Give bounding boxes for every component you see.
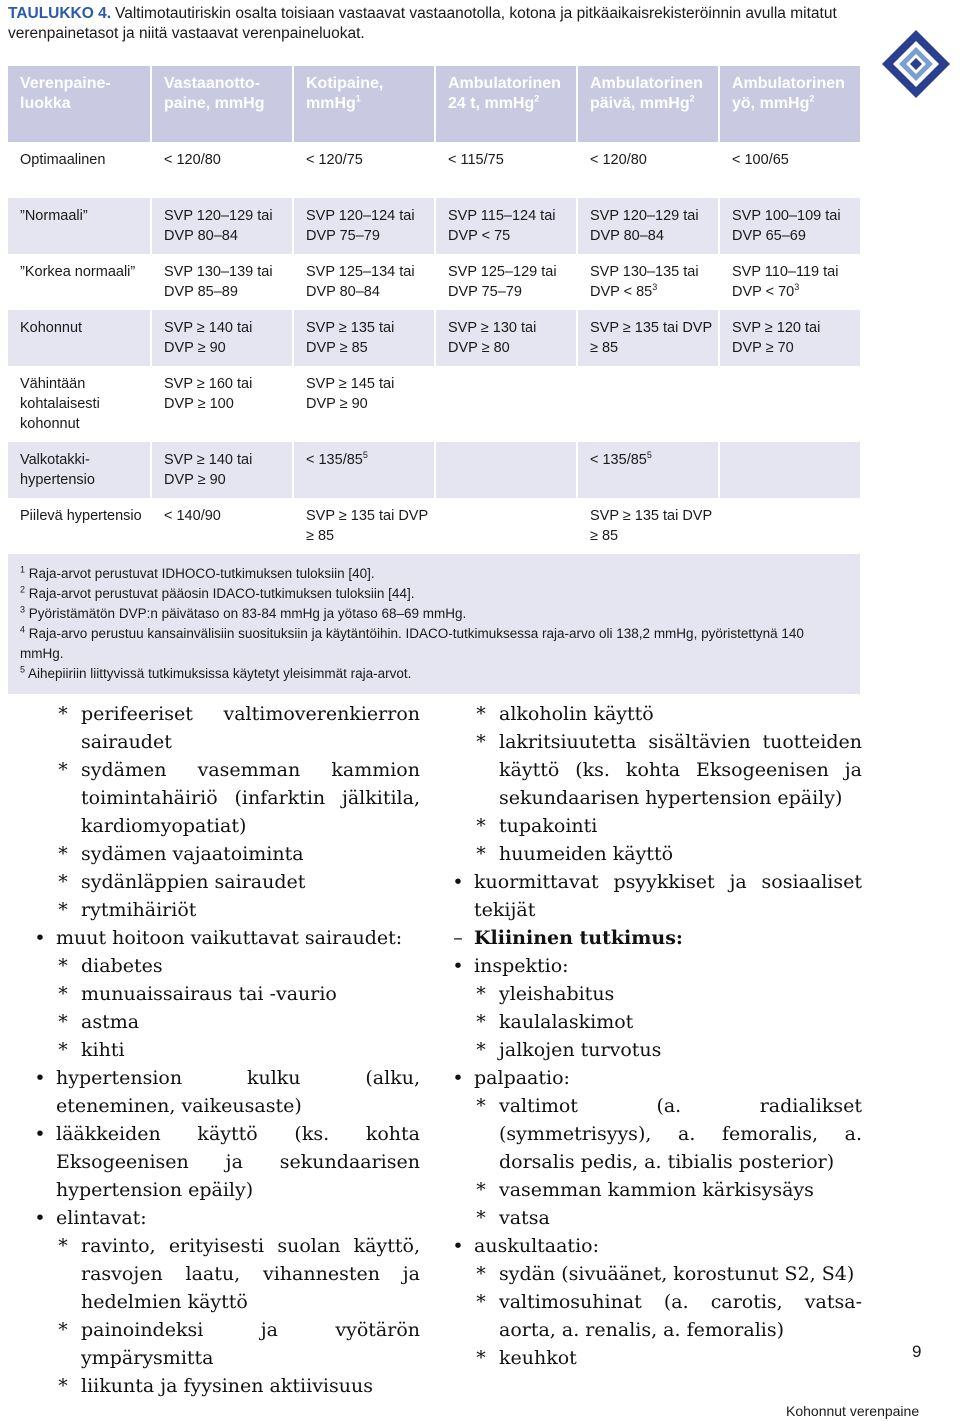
header-cell: Ambulatorinen yö, mmHg$^2$ <box>718 66 860 142</box>
list-item-text: sydämen vasemman kammion toimintahäiriö (infarktin jälkitila, kardiomyopatiat) <box>81 759 420 837</box>
page-number: 9 <box>912 1342 922 1361</box>
list-item-text: Kliininen tutkimus: <box>474 927 683 949</box>
table-cell: SVP ≥ 135 tai DVP ≥ 85 <box>576 498 718 554</box>
list-item-text: huumeiden käyttö <box>499 843 674 865</box>
right-column <box>448 700 862 1372</box>
list-item <box>30 840 420 868</box>
list-item <box>30 700 420 756</box>
list-item <box>448 1064 862 1092</box>
table-cell: SVP ≥ 140 tai DVP ≥ 90 <box>150 442 292 498</box>
footnote: $^1$ Raja-arvot perustuvat IDHOCO-tutkimuksen tuloksiin [40]. <box>20 564 375 581</box>
asterisk-bullet-icon: * <box>58 955 68 977</box>
list-item <box>448 700 862 728</box>
list-item-text: perifeeriset valtimoverenkierron sairaudet <box>81 703 420 753</box>
asterisk-bullet-icon: * <box>58 899 68 921</box>
list-item-text: painoindeksi ja vyötärön ympärysmitta <box>81 1319 420 1369</box>
list-item <box>448 1204 862 1232</box>
list-item <box>30 952 420 980</box>
list-item <box>448 1232 862 1260</box>
header-cell: Kotipaine, mmHg$^1$ <box>292 66 434 142</box>
list-item-text: vasemman kammion kärkisysäys <box>499 1179 814 1201</box>
table-cell: SVP ≥ 120 tai DVP ≥ 70 <box>718 310 860 366</box>
list-item-text: valtimosuhinat (a. carotis, vatsa-aorta, a. renalis, a. femoralis) <box>499 1291 862 1341</box>
table-cell: Piilevä hypertensio <box>8 498 150 554</box>
bullet-icon: • <box>34 1123 46 1145</box>
asterisk-bullet-icon: * <box>58 759 68 781</box>
list-item <box>448 924 862 952</box>
list-item <box>448 1176 862 1204</box>
asterisk-bullet-icon: * <box>476 1207 486 1229</box>
list-item <box>30 1064 420 1120</box>
list-item-text: jalkojen turvotus <box>499 1039 662 1061</box>
bullet-icon: • <box>34 927 46 949</box>
list-item-text: kaulalaskimot <box>499 1011 634 1033</box>
list-item-text: valtimot (a. radialikset (symmetrisyys), a. femoralis, a. dorsalis pedis, a. tibialis posterior) <box>499 1095 862 1173</box>
asterisk-bullet-icon: * <box>476 843 486 865</box>
list-item <box>30 1372 420 1400</box>
list-item-text: vatsa <box>499 1207 550 1229</box>
list-item <box>30 1204 420 1232</box>
list-item-text: kuormittavat psyykkiset ja sosiaaliset tekijät <box>474 871 862 921</box>
asterisk-bullet-icon: * <box>58 871 68 893</box>
header-cell: Ambulatorinen päivä, mmHg$^2$ <box>576 66 718 142</box>
asterisk-bullet-icon: * <box>476 1095 486 1117</box>
table-cell: SVP ≥ 130 tai DVP ≥ 80 <box>434 310 576 366</box>
table-cell: SVP 110–119 tai DVP < $70^3$ <box>718 254 860 310</box>
list-item-text: hypertension kulku (alku, eteneminen, vaikeusaste) <box>56 1067 420 1117</box>
asterisk-bullet-icon: * <box>58 1039 68 1061</box>
list-item-text: astma <box>81 1011 140 1033</box>
table-row <box>8 310 860 366</box>
caption-text: Valtimotautiriskin osalta toisiaan vastaavat vastaanotolla, kotona ja pitkäaikaisrekisteröinnin avulla mitatut verenpainetasot ja niitä vastaavat verenpaineluokat. <box>8 5 837 42</box>
list-item <box>30 924 420 952</box>
table-cell <box>576 366 718 442</box>
table-cell: SVP ≥ 145 tai DVP ≥ 90 <box>292 366 434 442</box>
list-item <box>448 1036 862 1064</box>
list-item <box>30 1232 420 1316</box>
asterisk-bullet-icon: * <box>58 1375 68 1397</box>
list-item <box>30 756 420 840</box>
header-cell: Ambulatorinen 24 t, mmHg$^2$ <box>434 66 576 142</box>
asterisk-bullet-icon: * <box>58 703 68 725</box>
table-row <box>8 142 860 198</box>
table-cell: SVP ≥ 140 tai DVP ≥ 90 <box>150 310 292 366</box>
table-row <box>8 254 860 310</box>
list-item-text: kihti <box>81 1039 125 1061</box>
asterisk-bullet-icon: * <box>476 731 486 753</box>
table-row <box>8 498 860 554</box>
table-cell: Kohonnut <box>8 310 150 366</box>
table-cell: ”Normaali” <box>8 198 150 254</box>
header-cell: Vastaanotto-paine, mmHg <box>150 66 292 142</box>
table-cell <box>434 366 576 442</box>
bullet-icon: • <box>452 871 464 893</box>
table-row <box>8 198 860 254</box>
list-item <box>30 868 420 896</box>
asterisk-bullet-icon: * <box>58 983 68 1005</box>
table-cell: < 115/75 <box>434 142 576 198</box>
left-column <box>30 700 420 1400</box>
table-cell: < 100/65 <box>718 142 860 198</box>
list-item-text: inspektio: <box>474 955 569 977</box>
table-cell: ”Korkea normaali” <box>8 254 150 310</box>
table-cell: SVP 125–134 tai DVP 80–84 <box>292 254 434 310</box>
list-item-text: elintavat: <box>56 1207 147 1229</box>
list-item-text: munuaissairaus tai -vaurio <box>81 983 337 1005</box>
table-cell: Vähintään kohtalaisesti kohonnut <box>8 366 150 442</box>
footnote: $^2$ Raja-arvot perustuvat pääosin IDACO-tutkimuksen tuloksiin [44]. <box>20 584 415 601</box>
table-row <box>8 442 860 498</box>
list-item <box>448 952 862 980</box>
asterisk-bullet-icon: * <box>476 1291 486 1313</box>
table-header-row <box>8 66 860 142</box>
list-item-text: sydämen vajaatoiminta <box>81 843 304 865</box>
left-bullet-list <box>30 700 420 1400</box>
asterisk-bullet-icon: * <box>58 843 68 865</box>
list-item-text: yleishabitus <box>499 983 615 1005</box>
header-cell: Verenpaine-luokka <box>8 66 150 142</box>
table-cell: < 120/80 <box>150 142 292 198</box>
list-item-text: sydän (sivuäänet, korostunut S2, S4) <box>499 1263 855 1285</box>
list-item <box>448 812 862 840</box>
table-cell: < $135/85^5$ <box>576 442 718 498</box>
list-item-text: alkoholin käyttö <box>499 703 654 725</box>
list-item <box>30 1036 420 1064</box>
bullet-icon: • <box>452 1235 464 1257</box>
list-item-text: diabetes <box>81 955 163 977</box>
table-cell: < 120/80 <box>576 142 718 198</box>
asterisk-bullet-icon: * <box>476 1263 486 1285</box>
list-item-text: palpaatio: <box>474 1067 570 1089</box>
list-item <box>448 980 862 1008</box>
table-footnotes <box>8 554 860 694</box>
bullet-icon: • <box>34 1207 46 1229</box>
table-cell <box>718 366 860 442</box>
footnotes-cell <box>8 554 860 694</box>
table-cell: < $135/85^5$ <box>292 442 434 498</box>
list-item <box>30 980 420 1008</box>
list-item <box>30 1120 420 1204</box>
list-item <box>30 896 420 924</box>
diamond-logo-icon <box>880 28 952 100</box>
asterisk-bullet-icon: * <box>58 1011 68 1033</box>
table-cell: SVP ≥ 135 tai DVP ≥ 85 <box>576 310 718 366</box>
table-cell: < 120/75 <box>292 142 434 198</box>
asterisk-bullet-icon: * <box>58 1235 68 1257</box>
list-item <box>30 1316 420 1372</box>
table-cell: SVP 120–124 tai DVP 75–79 <box>292 198 434 254</box>
table-caption <box>8 4 853 44</box>
list-item <box>448 1288 862 1344</box>
table-cell: SVP 130–139 tai DVP 85–89 <box>150 254 292 310</box>
table-cell <box>434 442 576 498</box>
list-item-text: ravinto, erityisesti suolan käyttö, rasvojen laatu, vihannesten ja hedelmien käyttö <box>81 1235 420 1313</box>
bullet-icon: • <box>452 1067 464 1089</box>
list-item-text: lakritsiuutetta sisältävien tuotteiden käyttö (ks. kohta Eksogeenisen ja sekundaarisen hypertension epäily) <box>499 731 862 809</box>
table-cell: SVP 120–129 tai DVP 80–84 <box>150 198 292 254</box>
table-cell: Optimaalinen <box>8 142 150 198</box>
running-footer: Kohonnut verenpaine <box>786 1403 920 1419</box>
asterisk-bullet-icon: * <box>476 1347 486 1369</box>
footnote: $^3$ Pyöristämätön DVP:n päivätaso on 83-84 mmHg ja yötaso 68–69 mmHg. <box>20 604 467 621</box>
table-cell: < 140/90 <box>150 498 292 554</box>
asterisk-bullet-icon: * <box>476 1039 486 1061</box>
list-item-text: liikunta ja fyysinen aktiivisuus <box>81 1375 373 1397</box>
table-cell: SVP ≥ 160 tai DVP ≥ 100 <box>150 366 292 442</box>
list-item-text: lääkkeiden käyttö (ks. kohta Eksogeenisen ja sekundaarisen hypertension epäily) <box>56 1123 420 1201</box>
asterisk-bullet-icon: * <box>476 703 486 725</box>
table-cell: SVP 130–135 tai DVP < $85^3$ <box>576 254 718 310</box>
table-cell: SVP ≥ 135 tai DVP ≥ 85 <box>292 310 434 366</box>
table-label: TAULUKKO 4. <box>8 5 112 22</box>
table-row <box>8 366 860 442</box>
list-item <box>448 1008 862 1036</box>
asterisk-bullet-icon: * <box>58 1319 68 1341</box>
table-cell: Valkotakki-hypertensio <box>8 442 150 498</box>
bullet-icon: • <box>452 955 464 977</box>
list-item <box>448 728 862 812</box>
list-item <box>448 1344 862 1372</box>
asterisk-bullet-icon: * <box>476 1011 486 1033</box>
footnote: $^5$ Aihepiiriin liittyvissä tutkimuksissa käytetyt yleisimmät raja-arvot. <box>20 664 412 681</box>
list-item <box>30 1008 420 1036</box>
footnote: $^4$ Raja-arvo perustuu kansainvälisiin suosituksiin ja käytäntöihin. IDACO-tutkimuksessa raja-arvo oli 138,2 mmHg, pyöristettynä 140 mmHg. <box>20 624 804 661</box>
table-cell <box>718 498 860 554</box>
list-item-text: rytmihäiriöt <box>81 899 197 921</box>
list-item-text: sydänläppien sairaudet <box>81 871 306 893</box>
table-cell: SVP 120–129 tai DVP 80–84 <box>576 198 718 254</box>
table-cell: SVP 115–124 tai DVP < 75 <box>434 198 576 254</box>
list-item <box>448 1260 862 1288</box>
table-cell: SVP 100–109 tai DVP 65–69 <box>718 198 860 254</box>
asterisk-bullet-icon: * <box>476 1179 486 1201</box>
list-item <box>448 1092 862 1176</box>
table-cell <box>718 442 860 498</box>
blood-pressure-table <box>8 66 860 694</box>
asterisk-bullet-icon: * <box>476 815 486 837</box>
bullet-icon: • <box>34 1067 46 1089</box>
list-item <box>448 840 862 868</box>
list-item-text: auskultaatio: <box>474 1235 599 1257</box>
list-item-text: keuhkot <box>499 1347 577 1369</box>
list-item-text: muut hoitoon vaikuttavat sairaudet: <box>56 927 403 949</box>
right-bullet-list <box>448 700 862 1372</box>
asterisk-bullet-icon: * <box>476 983 486 1005</box>
table-cell: SVP 125–129 tai DVP 75–79 <box>434 254 576 310</box>
list-item-text: tupakointi <box>499 815 598 837</box>
dash-bullet-icon: – <box>453 927 463 949</box>
list-item <box>448 868 862 924</box>
table-cell <box>434 498 576 554</box>
table-cell: SVP ≥ 135 tai DVP ≥ 85 <box>292 498 434 554</box>
